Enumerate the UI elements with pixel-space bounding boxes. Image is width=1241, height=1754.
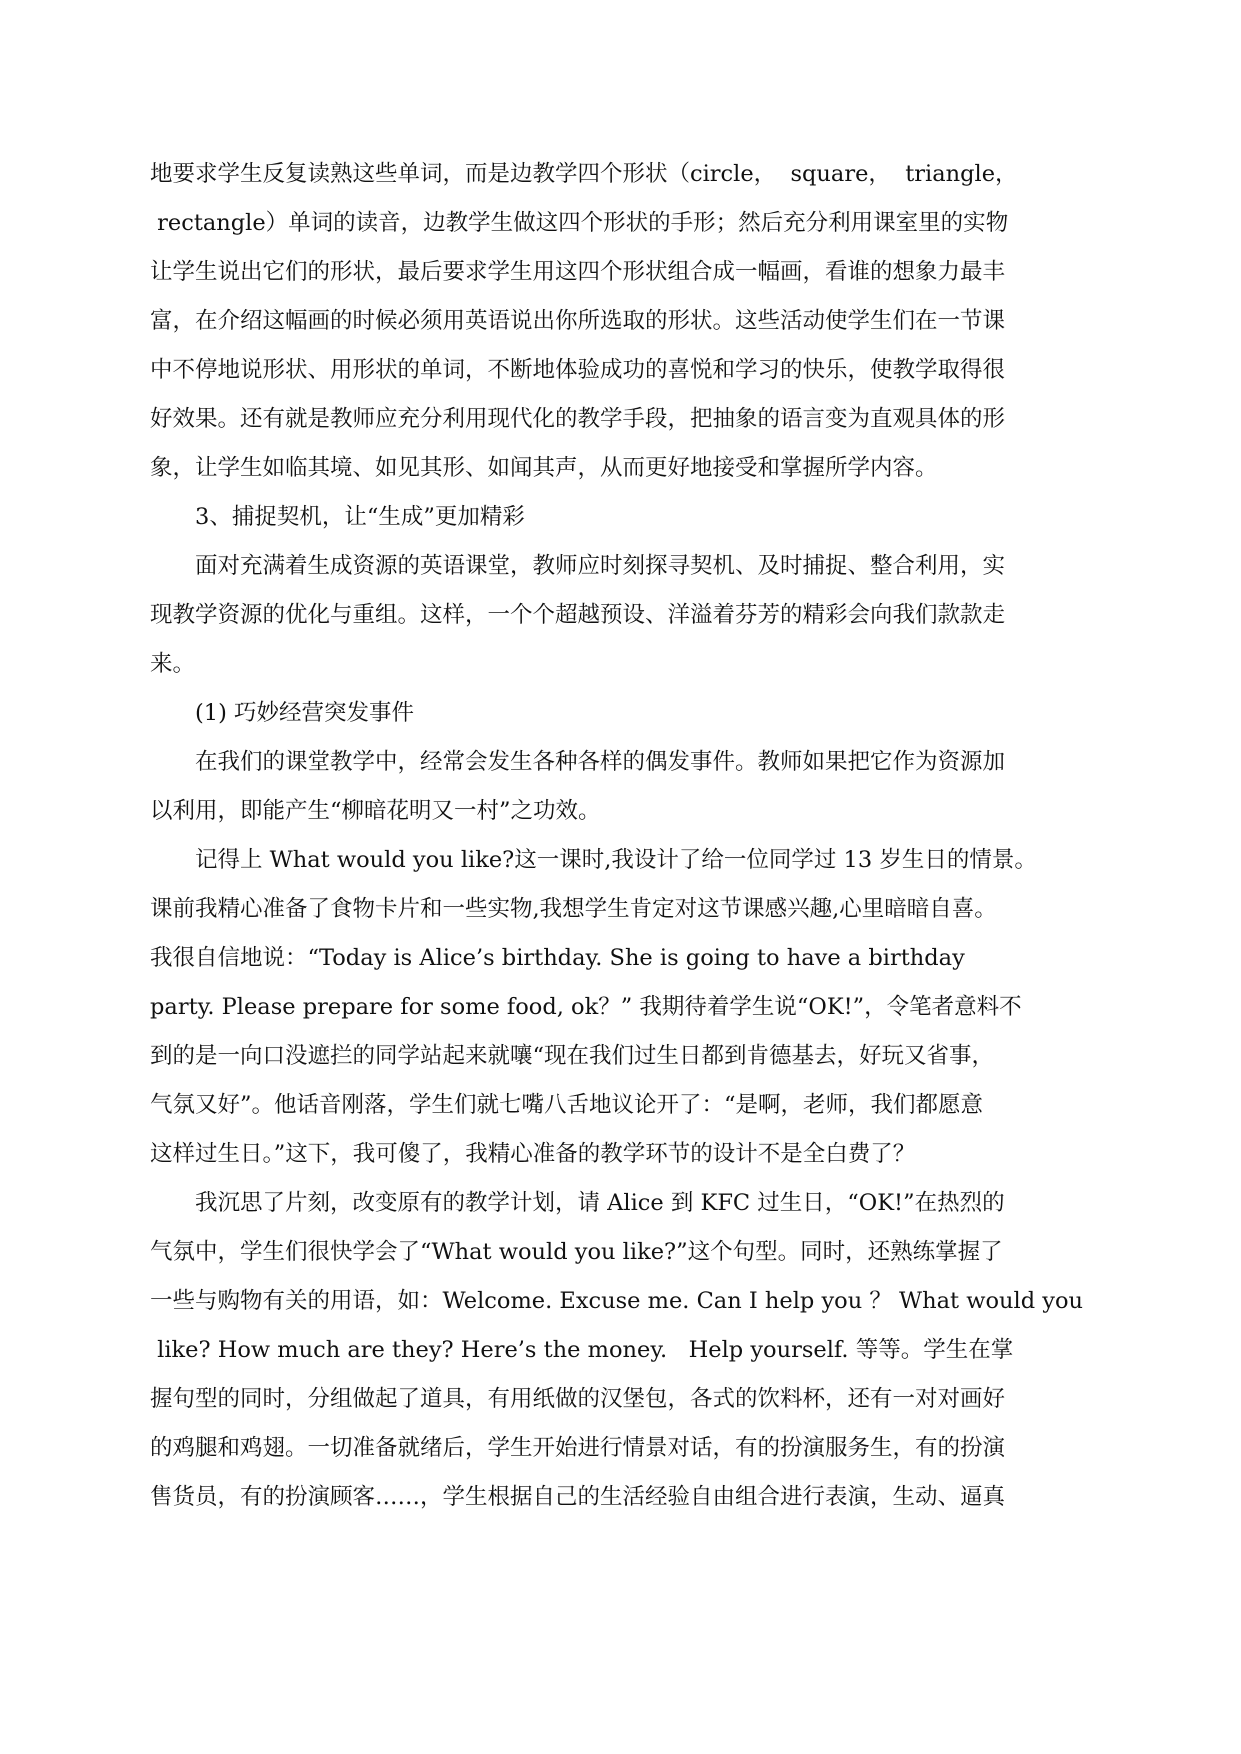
- text-line: 到的是一向口没遮拦的同学站起来就嚷“现在我们过生日都到肯德基去，好玩又省事，: [150, 1043, 995, 1069]
- text-line: 来。: [150, 651, 196, 677]
- text-line: 现教学资源的优化与重组。这样，一个个超越预设、洋溢着芬芳的精彩会向我们款款走: [150, 602, 1006, 628]
- text-line: party. Please prepare for some food, ok？” 我期待着学生说“OK!”，令笔者意料不: [150, 994, 1022, 1020]
- text-line: 气氛中，学生们很快学会了“What would you like?”这个句型。同时，还熟练掌握了: [150, 1239, 1003, 1265]
- text-line: 记得上 What would you like?这一课时,我设计了给一位同学过 13 岁生日的情景。: [195, 847, 1037, 873]
- text-line: 以利用，即能产生“柳暗花明又一村”之功效。: [150, 798, 601, 824]
- text-line: 让学生说出它们的形状，最后要求学生用这四个形状组合成一幅画，看谁的想象力最丰: [150, 259, 1006, 285]
- text-line: 我沉思了片刻，改变原有的教学计划，请 Alice 到 KFC 过生日，“OK!”在热烈的: [195, 1190, 1005, 1216]
- text-line: rectangle）单词的读音，边教学生做这四个形状的手形；然后充分利用课室里的实物: [150, 210, 1009, 236]
- text-line: 富，在介绍这幅画的时候必须用英语说出你所选取的形状。这些活动使学生们在一节课: [150, 308, 1006, 334]
- text-line: 课前我精心准备了食物卡片和一些实物,我想学生肯定对这节课感兴趣,心里暗暗自喜。: [150, 896, 997, 922]
- document-body: [150, 150, 1090, 1522]
- text-line: 3、捕捉契机，让“生成”更加精彩: [195, 504, 525, 530]
- text-line: (1) 巧妙经营突发事件: [195, 700, 415, 726]
- text-line: 象，让学生如临其境、如见其形、如闻其声，从而更好地接受和掌握所学内容。: [150, 455, 938, 481]
- text-line: 面对充满着生成资源的英语课堂，教师应时刻探寻契机、及时捕捉、整合利用，实: [195, 553, 1006, 579]
- text-line: 好效果。还有就是教师应充分利用现代化的教学手段，把抽象的语言变为直观具体的形: [150, 406, 1006, 432]
- text-line: 在我们的课堂教学中，经常会发生各种各样的偶发事件。教师如果把它作为资源加: [195, 749, 1006, 775]
- text-line: 这样过生日。”这下，我可傻了，我精心准备的教学环节的设计不是全白费了？: [150, 1141, 916, 1167]
- text-line: 中不停地说形状、用形状的单词，不断地体验成功的喜悦和学习的快乐，使教学取得很: [150, 357, 1006, 383]
- text-line: 的鸡腿和鸡翅。一切准备就绪后，学生开始进行情景对话，有的扮演服务生，有的扮演: [150, 1435, 1006, 1461]
- text-line: 售货员，有的扮演顾客……，学生根据自己的生活经验自由组合进行表演，生动、逼真: [150, 1484, 1006, 1510]
- text-line: like? How much are they? Here’s the money. Help yourself. 等等。学生在掌: [150, 1337, 1014, 1363]
- text-line: 地要求学生反复读熟这些单词，而是边教学四个形状（circle， square， triangle，: [150, 161, 1018, 187]
- text-line: 我很自信地说：“Today is Alice’s birthday. She is going to have a birthday: [150, 945, 965, 971]
- text-line: 一些与购物有关的用语，如：Welcome. Excuse me. Can I help you ？ What would you: [150, 1288, 1084, 1314]
- text-line: 气氛又好”。他话音刚落，学生们就七嘴八舌地议论开了：“是啊，老师，我们都愿意: [150, 1092, 984, 1118]
- text-line: 握句型的同时，分组做起了道具，有用纸做的汉堡包，各式的饮料杯，还有一对对画好: [150, 1386, 1006, 1412]
